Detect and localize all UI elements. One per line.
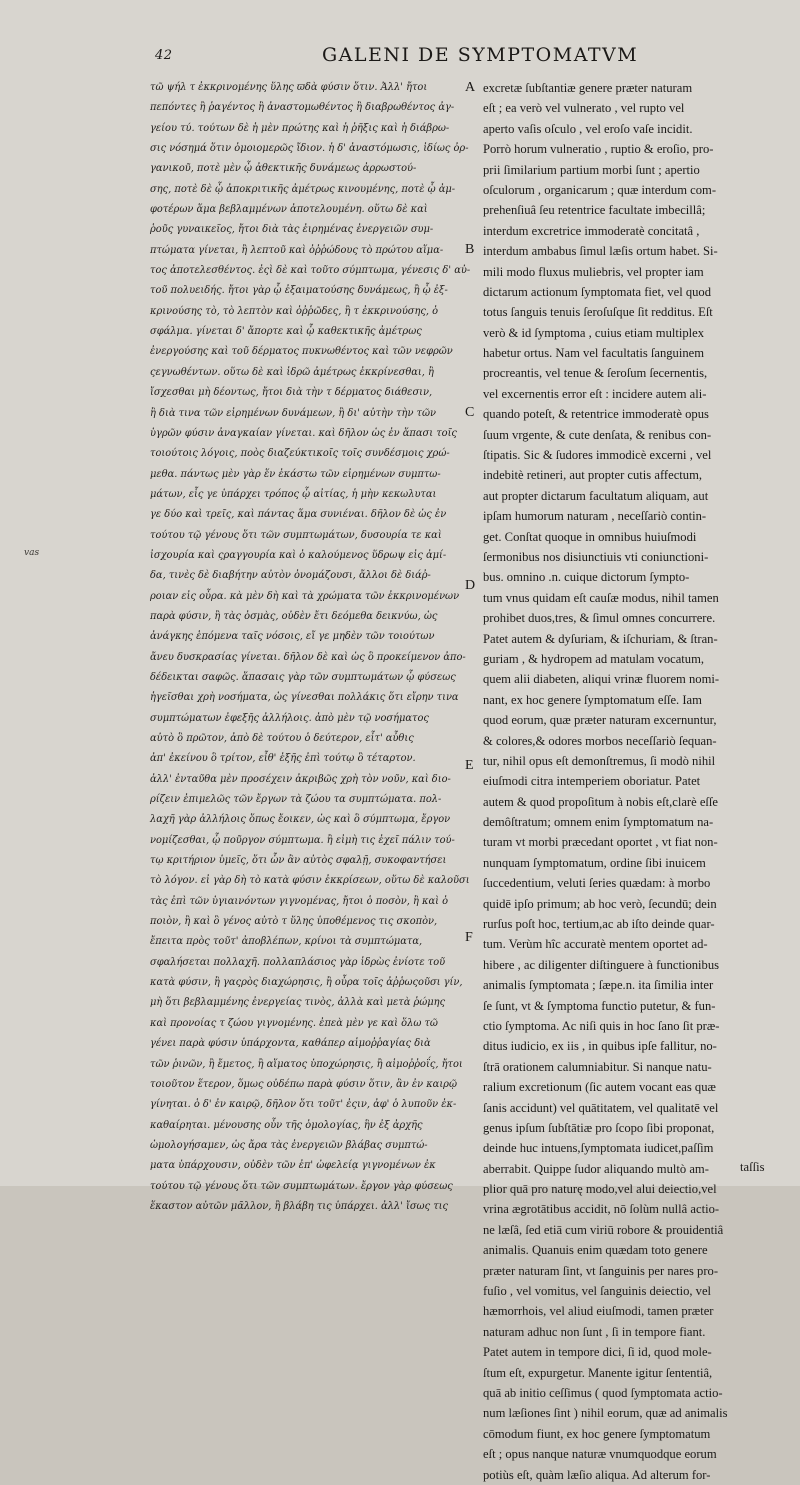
latin-text-line: get. Conſtat quoque in omnibus huiuſmodi — [483, 529, 697, 544]
latin-text-line: quod eorum, quæ præter naturam excernuntur, — [483, 713, 717, 728]
greek-text-line: τὰς ἐπὶ τῶν ὑγιαινόντων γιγνομένας, ἤτοι ὁ ποσὸν, ἢ καὶ ὁ — [150, 895, 449, 907]
greek-text-line: ρίζειν ἐπιμελῶς τῶν ἔργων τὰ ζώου τα συμπτώματα. πολ- — [150, 794, 442, 806]
greek-text-line: ἕκαστον αὐτῶν μᾶλλον, ἢ βλάβη τις ὑπάρχει. ἀλλ' ἴσως τις — [150, 1200, 449, 1212]
greek-text-line: ἀνάγκης ἑπόμενα ταῖς νόσοις, εἴ γε μηδὲν τῶν τοιούτων — [150, 631, 435, 643]
latin-text-line: ſuccedentium, veluti ſeries quædam: à morbo — [483, 876, 711, 891]
greek-text-line: τοῦ πολυειδής. ἤτοι γὰρ ᾧ ἐξαιματούσης δυνάμεως, ἢ ᾧ ἐξ- — [150, 285, 448, 297]
latin-text-line: & colores,& odores morbos neceſſariò ſequan- — [483, 733, 717, 748]
latin-text-line: aut propter dictarum facultatum aliquam, aut — [483, 488, 709, 503]
latin-text-line: præter naturam ſint, vt ſanguinis per nares pro- — [483, 1263, 719, 1278]
greek-text-line: ῥοῦς γυναικεῖος, ἤτοι διὰ τὰς ἐιρημένας ἐνεργειῶν συμ- — [150, 224, 434, 236]
greek-text-line: τῶν ῥινῶν, ἢ ἔμετος, ἢ αἵματος ὑποχώρησις, ἢ αἱμοῤῥοΐς, ἤτοι — [150, 1058, 463, 1070]
latin-text-line: aperto vaſis oſculo , vel eroſo vaſe incidit. — [483, 121, 693, 136]
greek-text-line: συμπτώματων ἐφεξῆς ἀλλήλοις. ἀπὸ μὲν τῷ νοσήματος — [150, 712, 429, 724]
latin-text-line: animalis. Quanuis enim quædam toto genere — [483, 1243, 708, 1258]
greek-text-line: ἰσχουρία καὶ ςραγγουρία καὶ ὁ καλούμενος ὕδρωψ εἰς ἀμί- — [150, 549, 447, 561]
latin-text-line: Patet autem in tempore dici, ſi id, quod mole- — [483, 1345, 712, 1360]
greek-text-line: τὸ λόγον. εἰ γὰρ δὴ τὸ κατὰ φύσιν ἐκκρίσεων, οὕτω δὲ καλοῦσι — [150, 875, 470, 887]
greek-text-line: ροιαν εἰς οὖρα. κὰ μὲν δὴ καὶ τὰ χρώματα τῶν ἐκκρινομένων — [150, 590, 460, 602]
greek-text-line: γανικοῦ, ποτὲ μὲν ᾧ ἀθεκτικῆς δυνάμεως ἀρρωστού- — [150, 163, 417, 175]
latin-text-line: naturam adhuc non ſunt , ſi in tempore fiant. — [483, 1324, 706, 1339]
latin-text-line: tum. Verùm hîc accuratè mentem oportet ad- — [483, 937, 708, 952]
section-marker-b: B — [465, 242, 475, 257]
latin-text-line: ſe ſunt, vt & ſymptoma functio putetur, & fun- — [483, 998, 716, 1013]
latin-text-line: ſtrā orationem calumniabitur. Si nanque natu- — [483, 1059, 712, 1074]
latin-text-line: fuſio , vel vomitus, vel ſanguinis deiectio, vel — [483, 1284, 712, 1299]
latin-text-line: quidē ipſo primum; ab hoc verò, ſecundū; dein — [483, 896, 717, 911]
latin-text-line: ſtipatis. Sic & ſudores immodicè excerni , vel — [483, 448, 712, 463]
latin-text-line: aberrabit. Quippe ſudor aliquando multò am- — [483, 1161, 709, 1176]
page-number: 42 — [155, 48, 173, 63]
greek-text-line: τῶ ψήλ τ ἐκκρινομένης ὕλης ϖδὰ φύσιν ὅτιν. Ἀλλ' ἤτοι — [150, 82, 428, 93]
greek-text-line: δα, τινὲς δὲ διαβήτην αὐτὸν ὀνομάζουσι, ἄλλοι δὲ διάῤ- — [150, 570, 431, 582]
latin-text-line: ſanis accidunt) vel quātitatem, vel qualitatē vel — [483, 1100, 719, 1115]
greek-text-line: κρινούσης τὸ, τὸ λεπτὸν καὶ ὀῤῥῶδες, ἢ τ ἐκκρινούσης, ὁ — [150, 305, 439, 317]
running-head: GALENI DE SYMPTOMATVM — [322, 44, 639, 66]
latin-text-line: prohibet duos,tres, & ſimul omnes concurrere. — [483, 611, 716, 626]
latin-text-line: vel excernentis error eſt : incidere autem ali- — [483, 386, 707, 401]
latin-text-column — [483, 78, 793, 1485]
margin-note: vas — [24, 548, 40, 558]
section-marker-f: F — [465, 930, 473, 945]
greek-text-line: τούτου τῷ γένους ὅτι τῶν συμπτωμάτων, δυσουρία τε καὶ — [150, 529, 442, 541]
greek-text-line: τος ἀποτελεσθέντος. ἐςὶ δὲ καὶ τοῦτο σύμπτωμα, γένεσις δ' αὐ- — [150, 265, 471, 277]
latin-text-line: hibere , ac diligenter diſtinguere à functionibus — [483, 957, 720, 972]
greek-text-line: καὶ προνοίας τ ζώου γιγνομένης. ἐπεὰ μὲν γε καὶ ὅλω τῶ — [150, 1017, 438, 1029]
latin-text-line: habetur ortus. Nam vel facultatis ſanguinem — [483, 346, 705, 361]
greek-text-line: ἀλλ' ἐνταῦθα μὲν προσέχειν ἀκριβῶς χρὴ τὸν νοῦν, καὶ διο- — [150, 773, 451, 785]
greek-text-line: ἐνεργούσης καὶ τοῦ δέρματος πυκνωθέντος καὶ τῶν νεφρῶν — [150, 346, 453, 358]
latin-text-line: interdum ambabus ſimul læſis ortum habet. Si- — [483, 244, 718, 259]
latin-text-line: eiuſmodi citra intemperiem oboriatur. Patet — [483, 774, 701, 789]
greek-text-line: σης, ποτὲ δὲ ᾧ ἀποκριτικῆς ἀμέτρως κινουμένης, ποτὲ ᾧ ἀμ- — [150, 183, 456, 195]
greek-text-line: ςεγνωθέντων. οὕτω δὲ καὶ ἱδρῶ ἀμέτρως ἐκκρίνεσθαι, ἢ — [150, 366, 434, 378]
latin-text-line: excretæ ſubſtantiæ genere præter naturam — [483, 81, 693, 95]
latin-text-line: deinde huc intuens,ſymptomata iudicet,paſſim — [483, 1141, 714, 1156]
greek-text-line: ἴσχεσθαι μὴ δέοντως, ἤτοι διὰ τὴν τ δέρματος διάθεσιν, — [150, 387, 433, 399]
latin-text-line: bus. omnino .n. cuique dictorum ſympto- — [483, 570, 690, 585]
latin-text-line: ralium excretionum (ſic autem vocant eas quæ — [483, 1080, 716, 1095]
latin-text-line: quā ab initio ceſſimus ( quod ſymptomata actio- — [483, 1386, 723, 1400]
latin-text-line: num læſiones ſint ) nihil eorum, quæ ad animalis — [483, 1406, 728, 1421]
greek-text-line: ποιὸν, ἢ καὶ ὃ γένος αὐτὸ τ ὕλης ὑποθέμενος τις σκοπὸν, — [150, 916, 438, 928]
catchword: taſſis — [740, 1160, 765, 1174]
greek-text-line: γίνηται. ὁ δ' ἐν καιρῷ, δῆλον ὅτι τοῦτ' ἐςιν, ἀφ' ὁ λυποῦν ἐκ- — [150, 1099, 457, 1111]
latin-text-line: hæmorrhois, vel aliud eiuſmodi, tamen præter — [483, 1304, 714, 1319]
greek-text-line: αὐτὸ ὃ πρῶτον, ἀπὸ δὲ τούτου ὁ δεύτερον, εἶτ' αὖθις — [150, 733, 414, 744]
greek-text-line: ἔπειτα πρὸς τοῦτ' ἀποβλέπων, κρίνοι τὰ συμπτώματα, — [150, 936, 423, 948]
latin-text-line: quando poteſt, & retentrice immoderatè opus — [483, 407, 709, 422]
latin-text-line: ſtum eſt, expurgetur. Manente igitur ſententiâ, — [483, 1365, 713, 1380]
latin-text-line: turam vt morbi præcedant oportet , vt fiat non- — [483, 835, 718, 850]
greek-text-line: σφαλήσεται πολλαχῆ. πολλαπλάσιος γὰρ ἱδρὼς ἐνίοτε τοῦ — [150, 956, 446, 968]
greek-text-line: κατὰ φύσιν, ἢ γαςρὸς διαχώρησις, ἢ οὖρα τοῖς ἀῤῥωςοῦσι γίν, — [150, 977, 463, 989]
latin-text-line: animalis ſymptomata ; ſæpe.n. ita ſimilia inter — [483, 978, 714, 993]
latin-text-line: eſt ; ea verò vel vulnerato , vel rupto vel — [483, 101, 685, 116]
latin-text-line: autem & quod propoſitum à nobis eſt,clarè eſſe — [483, 794, 719, 809]
latin-text-line: tum vnus quidam eſt cauſæ modus, nihil tamen — [483, 590, 719, 605]
section-marker-c: C — [465, 405, 475, 420]
latin-text-line: eſt ; opus nanque naturæ vnumquodque eorum — [483, 1447, 717, 1462]
latin-text-line: indebitè retineri, aut propter cutis affectum, — [483, 468, 703, 483]
latin-text-line: cōmodum fiunt, ex hoc genere ſymptomatum — [483, 1426, 711, 1441]
greek-text-line: τῳ κριτήριον ὑμεῖς, ὅτι ὧν ἂν αὐτὸς σφαλῇ, συκοφαντήσει — [150, 855, 447, 867]
latin-text-line: potiùs eſt, quàm læſio aliqua. Ad alterum for- — [483, 1467, 711, 1482]
latin-text-line: ditus iudicio, ex iis , in quibus ipſe fallitur, no- — [483, 1039, 717, 1054]
greek-text-line: φοτέρων ἅμα βεβλαμμένων ἀποτελουμένη. οὕτω δὲ καὶ — [150, 204, 428, 216]
latin-text-line: Patet autem & dyſuriam, & iſchuriam, & ſtran- — [483, 631, 718, 646]
greek-text-line: δέδεικται σαφῶς. ἅπασαις γὰρ τῶν συμπτωμάτων ᾧ φύσεως — [150, 671, 456, 683]
latin-text-line: dictarum actionum ſymptomata fiet, vel quod — [483, 284, 712, 299]
greek-text-line: ὡμολογήσαμεν, ὡς ἄρα τὰς ἐνεργειῶν βλάβας συμπτώ- — [150, 1139, 428, 1151]
greek-text-line: τοιούτοις λόγοις, ποὸς διαζεύκτικοῖς τοῖς συνδέσμοις χρώ- — [150, 448, 450, 460]
latin-text-line: prehenſiuâ ſeu retentrice facultate imbecillâ; — [483, 203, 706, 218]
greek-text-line: πεπόντες ἢ ῥαγέντος ἢ ἀναστομωθέντος ἢ διαβρωθέντος ἀγ- — [150, 102, 455, 114]
greek-text-column — [150, 78, 471, 1217]
latin-text-line: ctio ſymptoma. Ac niſi quis in hoc ſano ſit præ- — [483, 1018, 720, 1033]
latin-text-line: nant, ex hoc genere ſymptomatum eſſe. Iam — [483, 692, 702, 707]
greek-text-line: πτώματα γίνεται, ἢ λεπτοῦ καὶ ὀῤῥώδους τὸ πρώτου αἵμα- — [150, 244, 444, 256]
latin-text-line: quem alii diabeten, aliqui vrinæ fluorem nomi- — [483, 672, 720, 687]
latin-text-line: totus ſanguis tenuis ſeroſuſque ſit redditus. Eſt — [483, 305, 713, 320]
latin-text-line: interdum excretrice immoderatè concitatâ , — [483, 223, 700, 238]
latin-text-line: plior quā pro naturę modo,vel alui deiectio,vel — [483, 1182, 717, 1197]
greek-text-line: ματα ὑπάρχουσιν, οὐδὲν τῶν ἐπ' ὠφελείᾳ γιγνομένων ἐκ — [150, 1160, 436, 1172]
greek-text-line: ἄνευ δυσκρασίας γίνεται. δῆλον δὲ καὶ ὡς ὃ προκείμενον ἀπο- — [150, 651, 466, 663]
latin-text-line: ne læſâ, ſed etiā cum viriū robore & prouidentiâ — [483, 1222, 724, 1237]
greek-text-line: ὑγρῶν φύσιν ἀναγκαίαν γίνεται. καὶ δῆλον ὡς ἐν ἅπασι τοῖς — [150, 427, 457, 439]
greek-text-line: γε δύο καὶ τρεῖς, καὶ πάντας ἅμα συνιέναι. δῆλον δὲ ὡς ἐν — [150, 509, 447, 521]
latin-text-line: vrina ægrotātibus accidit, nō ſolùm nullâ actio- — [483, 1202, 720, 1217]
greek-text-line: καθαίρηται. μένουσης οὖν τῆς ὁμολογίας, ἣν ἐξ ἀρχῆς — [150, 1119, 423, 1131]
latin-text-line: ſermonibus nos disiunctiuis vti coniunctioni- — [483, 549, 709, 564]
section-marker-d: D — [465, 578, 476, 593]
greek-text-line: γείου τύ. τούτων δὲ ἡ μὲν πρώτης καὶ ἡ ῥῆξις καὶ ἡ διάβρω- — [150, 122, 450, 134]
latin-text-line: rurſus poſt hoc, tertium,ac ab iſto deinde quar- — [483, 917, 715, 932]
greek-text-line: μὴ ὅτι βεβλαμμένης ἐνεργείας τινὸς, ἀλλὰ καὶ μετὰ ῥώμης — [150, 997, 446, 1009]
greek-text-line: τοιοῦτον ἕτερον, ὅμως οὐδέπω παρὰ φύσιν ὅτιν, ἂν ἐν καιρῷ — [150, 1078, 457, 1090]
latin-text-line: tur, nihil opus eſt demonſtremus, ſi modò nihil — [483, 753, 716, 768]
greek-text-line: λαχῆ γὰρ ἀλλήλοις ὅπως ἔοικεν, ὡς καὶ ὃ σύμπτωμα, ἔργον — [150, 814, 451, 826]
section-marker-a: A — [465, 80, 476, 95]
greek-text-line: σφάλμα. γίνεται δ' ἄπορτε καὶ ᾧ καθεκτικῆς ἀμέτρως — [150, 326, 422, 338]
latin-text-line: verò & id ſymptoma , cuius etiam multiplex — [483, 325, 705, 340]
latin-text-line: Porrò horum vulneratio , ruptio & eroſio, pro- — [483, 142, 714, 157]
latin-text-line: procreantis, vel tenue & ſeroſum ſecernentis, — [483, 366, 708, 381]
latin-text-line: prii ſimilarium partium morbi ſunt ; apertio — [483, 162, 700, 177]
latin-text-line: guriam , & hydropem ad matulam vocatum, — [483, 651, 705, 666]
latin-text-line: oſculorum , organicarum ; quæ interdum com- — [483, 182, 717, 197]
section-marker-e: E — [465, 758, 474, 773]
latin-text-line: mili modo fluxus muliebris, vel propter iam — [483, 264, 704, 279]
latin-text-line: ſuum vrgente, & cute denſata, & renibus con- — [483, 427, 712, 442]
latin-text-line: nunquam ſymptomatum, ordine ſibi inuicem — [483, 855, 706, 870]
greek-text-line: σις νόσημά ὅτιν ὁμοιομερῶς ἴδιον. ἡ δ' ἀναστόμωσις, ἰδίως ὀρ- — [150, 143, 469, 155]
greek-text-line: παρὰ φύσιν, ἢ τὰς ὀσμὰς, οὐδὲν ἔτι δεόμεθα δεικνύω, ὡς — [150, 610, 438, 622]
latin-text-line: ipſam humorum naturam , neceſſariò contin- — [483, 509, 707, 524]
greek-text-line: μεθα. πάντως μὲν γὰρ ἕν ἐκάστω τῶν εἰρημένων συμπτω- — [150, 468, 441, 480]
latin-text-line: demôſtratum; omnem enim ſymptomatum na- — [483, 815, 714, 830]
greek-text-line: τούτου τῷ γένους ὅτι τῶν συμπτωμάτων. ἔργον γὰρ φύσεως — [150, 1180, 453, 1192]
greek-text-line: μάτων, εἷς γε ὑπάρχει τρόπος ᾧ αἰτίας, ἡ μὴν κεκωλυται — [150, 488, 437, 500]
greek-text-line: ἀπ' ἐκείνου ὃ τρίτον, εἶθ' ἑξῆς ἐπὶ τούτῳ ὃ τέταρτον. — [150, 753, 416, 765]
latin-text-line: genus ipſum ſubſtātiæ pro ſcopo ſibi proponat, — [483, 1120, 715, 1135]
greek-text-line: ἡγεῖσθαι χρὴ νοσήματα, ὡς γίνεσθαι πολλάκις ὅτι εἴρην τινα — [150, 692, 459, 704]
greek-text-line: ἢ διὰ τινα τῶν εἰρημένων δυνάμεων, ἢ δι' αὐτὴν τὴν τῶν — [150, 407, 437, 419]
greek-text-line: γένει παρὰ φύσιν ὑπάρχοντα, καθάπερ αἱμοῤῥαγίας διὰ — [150, 1038, 431, 1050]
greek-text-line: νομίζεσθαι, ᾧ ποῦργον σύμπτωμα. ἢ εἰμὴ τις ἐχεῖ πάλιν τού- — [150, 834, 455, 846]
